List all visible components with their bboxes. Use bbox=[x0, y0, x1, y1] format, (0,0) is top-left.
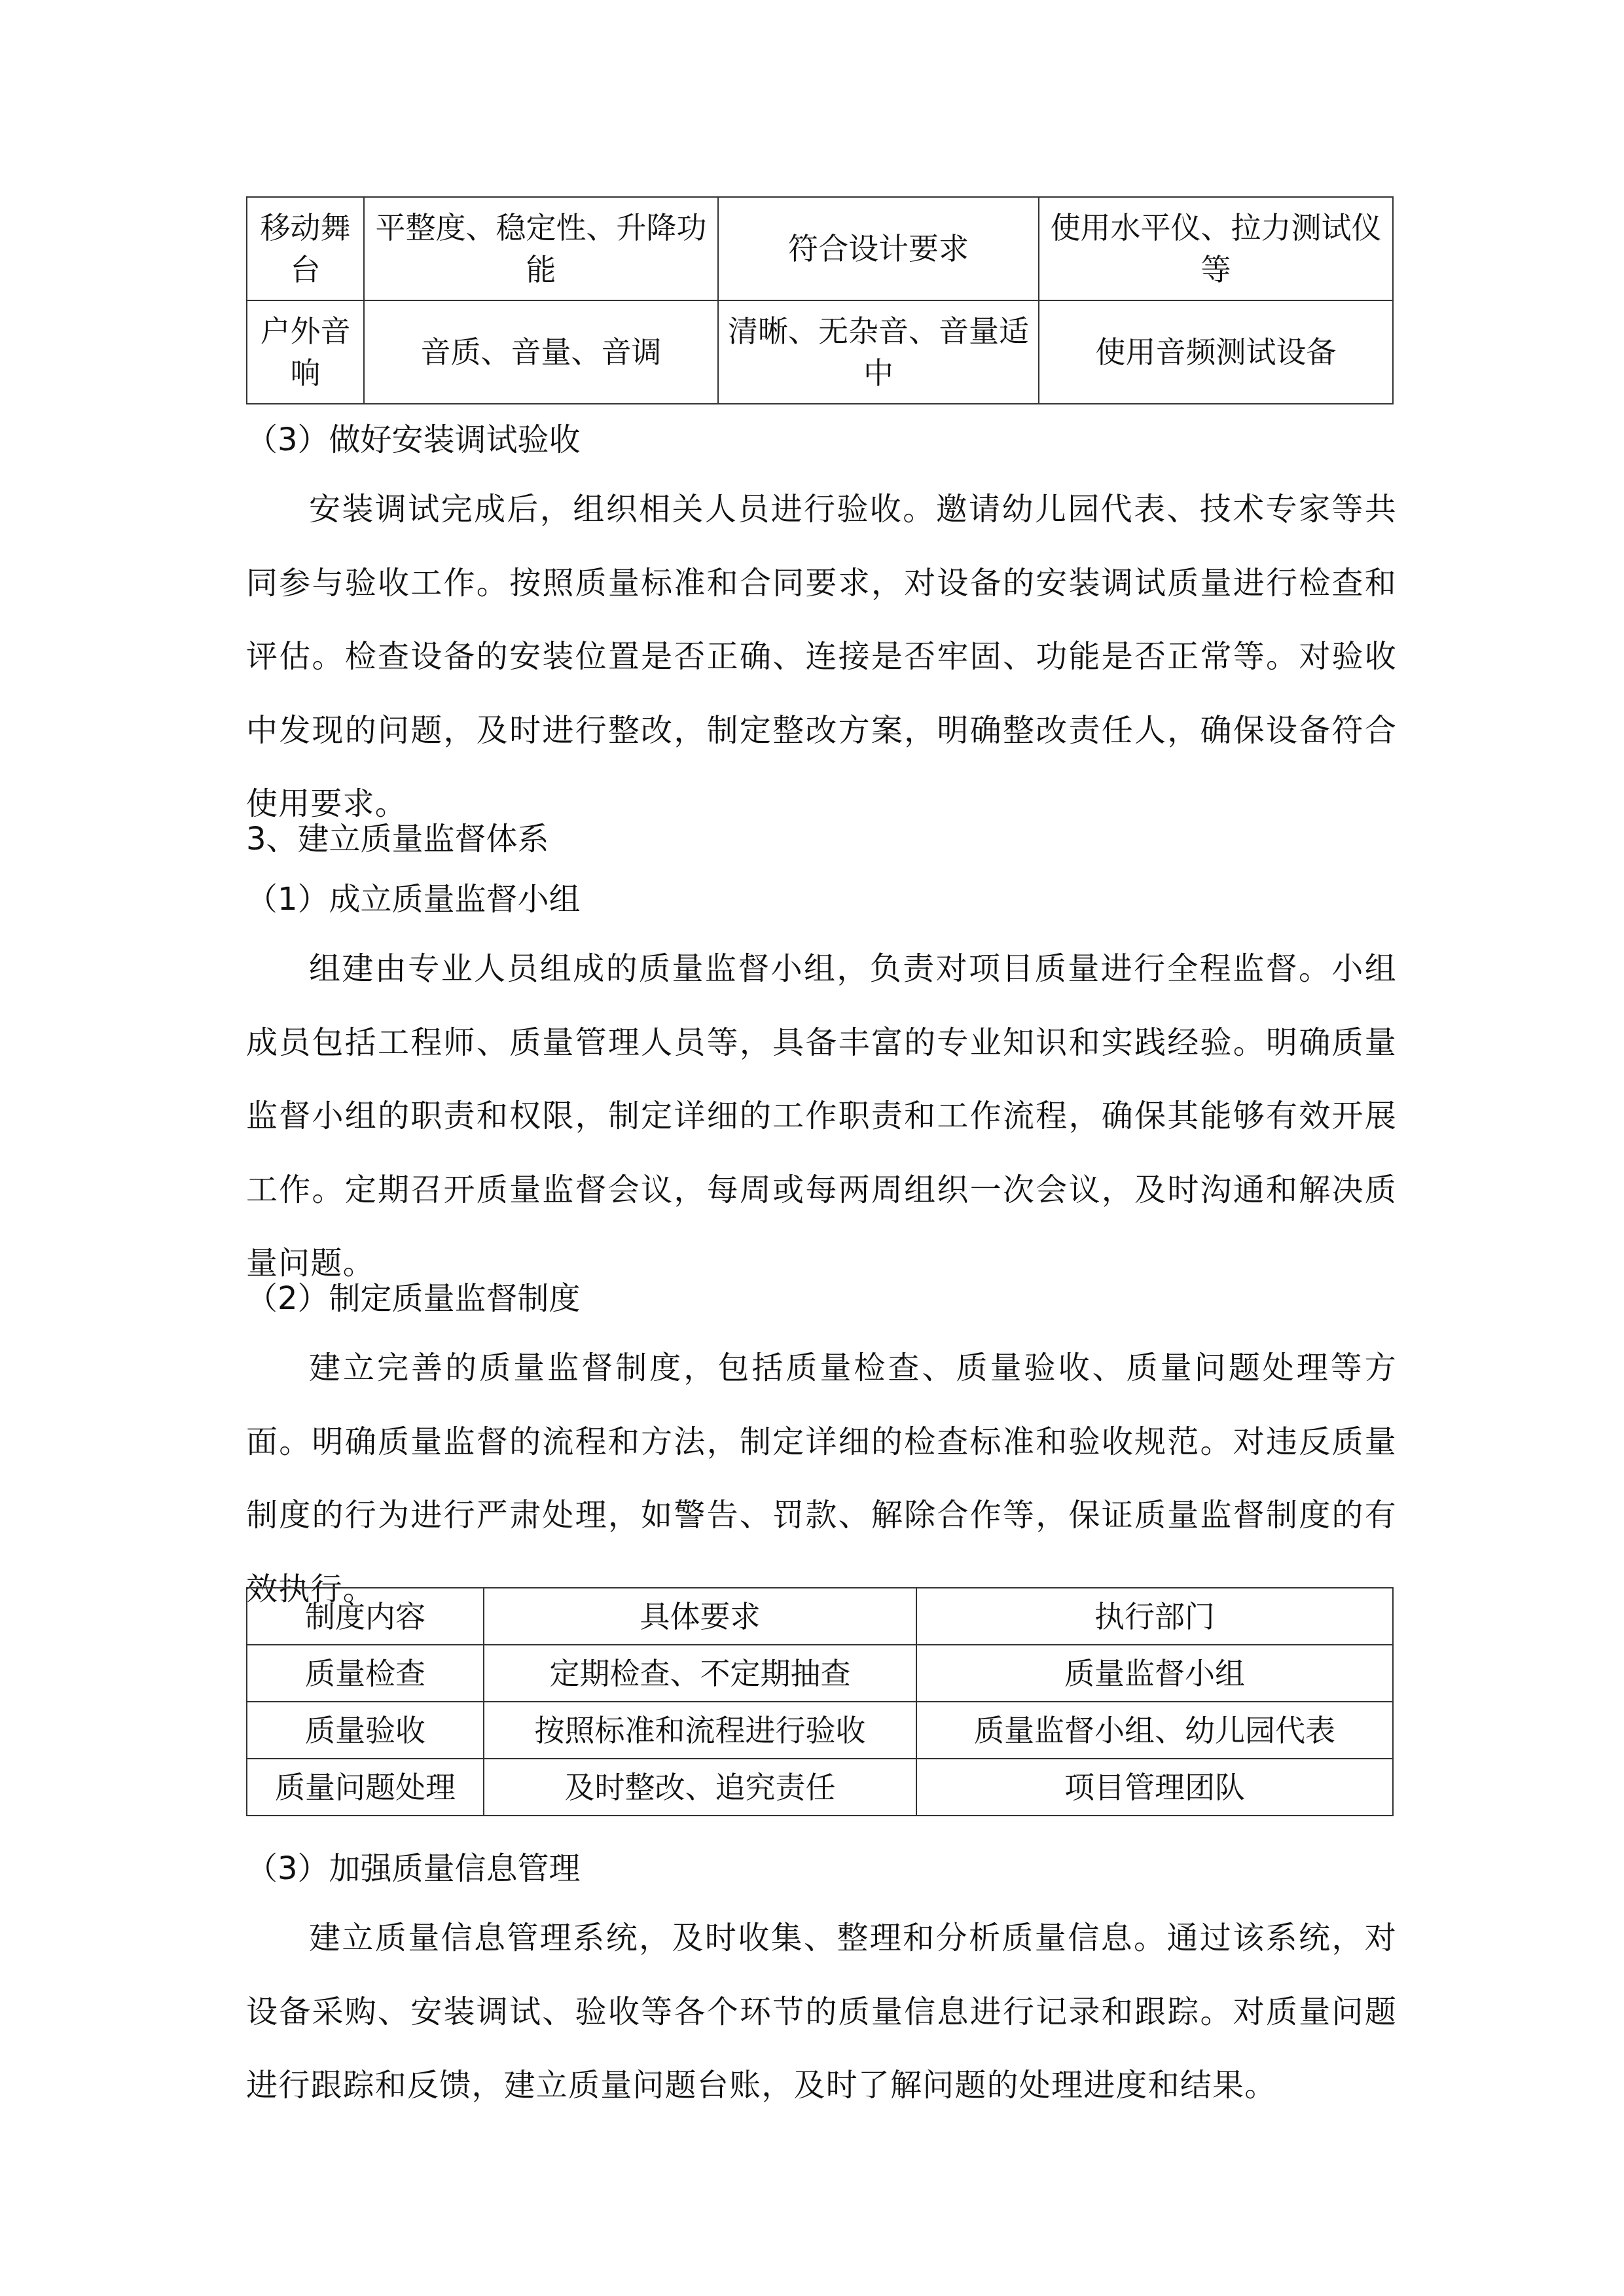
body-paragraph: 建立完善的质量监督制度，包括质量检查、质量验收、质量问题处理等方面。明确质量监督的流程和方法，制定详细的检查标准和验收规范。对违反质量制度的行为进行严肃处理，如警告、罚款、解除合作等，保证质量监督制度的有效执行。 bbox=[246, 1350, 1397, 1607]
table-cell: 平整度、稳定性、升降功能 bbox=[364, 197, 718, 300]
table-cell: 及时整改、追究责任 bbox=[484, 1759, 916, 1816]
body-paragraph: 建立质量信息管理系统，及时收集、整理和分析质量信息。通过该系统，对设备采购、安装调试、验收等各个环节的质量信息进行记录和跟踪。对质量问题进行跟踪和反馈，建立质量问题台账，及时了解问题的处理进度和结果。 bbox=[246, 1920, 1397, 2104]
table-cell: 质量检查 bbox=[247, 1645, 484, 1702]
supervision-system-table bbox=[246, 1587, 1394, 1816]
table-cell: 项目管理团队 bbox=[916, 1759, 1393, 1816]
table-cell: 质量监督小组 bbox=[916, 1645, 1393, 1702]
table-cell: 符合设计要求 bbox=[718, 197, 1039, 300]
table-cell: 移动舞台 bbox=[247, 197, 364, 300]
section-heading: （1）成立质量监督小组 bbox=[246, 881, 581, 918]
body-paragraph: 安装调试完成后，组织相关人员进行验收。邀请幼儿园代表、技术专家等共同参与验收工作。按照质量标准和合同要求，对设备的安装调试质量进行检查和评估。检查设备的安装位置是否正确、连接是否牢固、功能是否正常等。对验收中发现的问题，及时进行整改，制定整改方案，明确整改责任人，确保设备符合使用要求。 bbox=[246, 491, 1397, 822]
section-heading: 3、建立质量监督体系 bbox=[246, 821, 549, 857]
table-header-cell: 制度内容 bbox=[247, 1588, 484, 1645]
table-row bbox=[247, 1702, 1393, 1759]
table-cell: 音质、音量、音调 bbox=[364, 300, 718, 404]
equipment-test-table bbox=[246, 196, 1394, 404]
table-cell: 使用水平仪、拉力测试仪等 bbox=[1039, 197, 1393, 300]
body-paragraph: 组建由专业人员组成的质量监督小组，负责对项目质量进行全程监督。小组成员包括工程师、质量管理人员等，具备丰富的专业知识和实践经验。明确质量监督小组的职责和权限，制定详细的工作职责和工作流程，确保其能够有效开展工作。定期召开质量监督会议，每周或每两周组织一次会议，及时沟通和解决质量问题。 bbox=[246, 950, 1397, 1282]
table-header-row bbox=[247, 1588, 1393, 1645]
table-cell: 户外音响 bbox=[247, 300, 364, 404]
table-cell: 清晰、无杂音、音量适中 bbox=[718, 300, 1039, 404]
table-cell: 按照标准和流程进行验收 bbox=[484, 1702, 916, 1759]
table-cell: 质量验收 bbox=[247, 1702, 484, 1759]
table-cell: 使用音频测试设备 bbox=[1039, 300, 1393, 404]
table-row bbox=[247, 1759, 1393, 1816]
table-cell: 质量监督小组、幼儿园代表 bbox=[916, 1702, 1393, 1759]
table-header-cell: 具体要求 bbox=[484, 1588, 916, 1645]
table-header-cell: 执行部门 bbox=[916, 1588, 1393, 1645]
section-heading: （3）做好安装调试验收 bbox=[246, 422, 581, 458]
table-row bbox=[247, 1645, 1393, 1702]
table-row bbox=[247, 197, 1393, 300]
section-heading: （3）加强质量信息管理 bbox=[246, 1850, 581, 1887]
table-cell: 质量问题处理 bbox=[247, 1759, 484, 1816]
section-heading: （2）制定质量监督制度 bbox=[246, 1280, 581, 1317]
table-cell: 定期检查、不定期抽查 bbox=[484, 1645, 916, 1702]
table-row bbox=[247, 300, 1393, 404]
